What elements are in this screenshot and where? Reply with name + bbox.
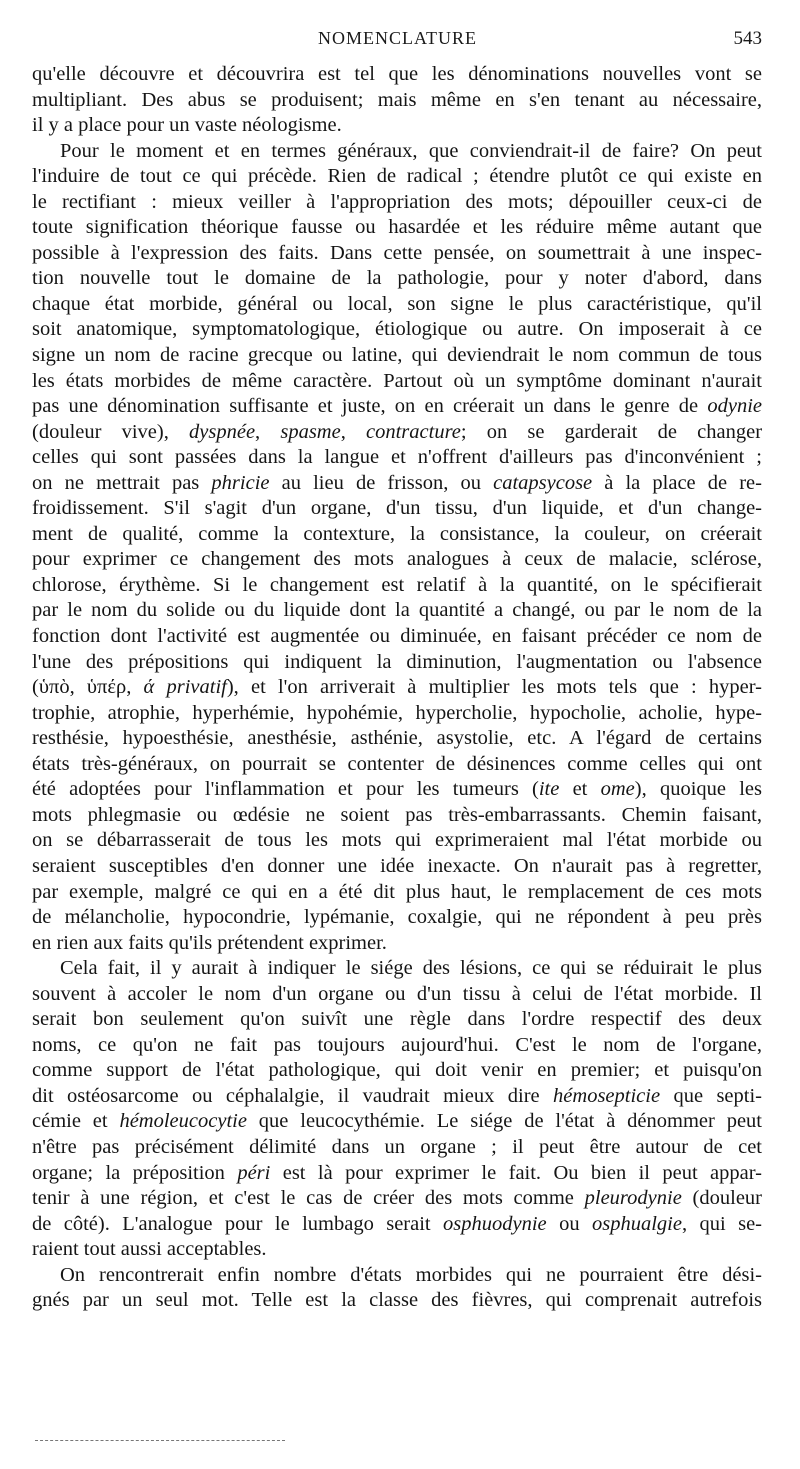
italic-term: ome <box>600 778 635 801</box>
text-line: trophie, atrophie, hyperhémie, hypohémie, hypercholie, hypocholie, acholie, hype- <box>32 701 762 724</box>
text-line: celles qui sont passées dans la langue et n'offrent d'ailleurs pas d'inconvénient ; <box>32 446 762 469</box>
text-line: froidissement. S'il s'agit d'un organe, d'un tissu, d'un liquide, et d'un change- <box>32 497 762 520</box>
italic-term: phricie <box>211 471 270 494</box>
text-line: qu'elle découvre et découvrira est tel que les dénominations nouvelles vont se <box>32 63 762 85</box>
body-text <box>32 62 762 1314</box>
text-line: chaque état morbide, général ou local, son signe le plus caractéristique, qu'il <box>32 292 762 315</box>
text-line: n'être pas précisément délimité dans un organe ; il peut être autour de cet <box>32 1135 762 1158</box>
text-line: Cela fait, il y aurait à indiquer le siége des lésions, ce qui se réduirait le plus <box>60 957 762 980</box>
italic-term: hémosepticie <box>553 1084 661 1107</box>
text-line: cémie et hémoleucocytie que leucocythémie. Le siége de l'état à dénommer peut <box>32 1110 762 1133</box>
page-header <box>0 28 800 58</box>
text-line: seraient susceptibles d'en donner une idée inexacte. On n'aurait pas à regretter, <box>32 854 762 877</box>
text-line: de côté). L'analogue pour le lumbago serait osphuodynie ou osphualgie, qui se- <box>32 1212 762 1235</box>
text-line: souvent à accoler le nom d'un organe ou d'un tissu à celui de l'état morbide. Il <box>32 982 762 1005</box>
text-line: gnés par un seul mot. Telle est la classe des fièvres, qui comprenait autrefois <box>32 1289 762 1312</box>
text-line: toute signification théorique fausse ou hasardée et les réduire même autant que <box>32 216 762 239</box>
text-line: possible à l'expression des faits. Dans cette pensée, on soumettrait à une inspec- <box>32 241 762 264</box>
italic-term: dyspnée <box>189 420 256 443</box>
text-line: pour exprimer ce changement des mots analogues à ceux de malacie, sclérose, <box>32 548 762 571</box>
text-line: organe; la préposition péri est là pour exprimer le fait. Ou bien il peut appar- <box>32 1161 762 1184</box>
italic-term: ά privatif <box>143 676 227 699</box>
text-line: soit anatomique, symptomatologique, étiologique ou autre. On imposerait à ce <box>32 318 762 341</box>
text-line: chlorose, érythème. Si le changement est relatif à la quantité, on le spécifierait <box>32 573 762 596</box>
text-line: on ne mettrait pas phricie au lieu de frisson, ou catapsycose à la place de re- <box>32 471 762 494</box>
italic-term: hémoleucocytie <box>119 1110 247 1133</box>
text-line: comme support de l'état pathologique, qui doit venir en premier; et puisqu'on <box>32 1059 762 1082</box>
text-line: On rencontrerait enfin nombre d'états morbides qui ne pourraient être dési- <box>60 1263 762 1286</box>
text-line: états très-généraux, on pourrait se contenter de désinences comme celles qui ont <box>32 752 762 775</box>
text-line: ment de qualité, comme la contexture, la consistance, la couleur, on créerait <box>32 522 762 545</box>
text-line: en rien aux faits qu'ils prétendent exprimer. <box>32 931 387 954</box>
page-number: 543 <box>733 28 762 49</box>
text-line: les états morbides de même caractère. Partout où un symptôme dominant n'aurait <box>32 369 762 392</box>
italic-term: catapsycose <box>493 471 593 494</box>
text-line: multipliant. Des abus se produisent; mais même en s'en tenant au nécessaire, <box>32 88 762 111</box>
text-line: Pour le moment et en termes généraux, que conviendrait-il de faire? On peut <box>60 139 762 162</box>
text-line: mots phlegmasie ou œdésie ne soient pas très-embarrassants. Chemin faisant, <box>32 803 762 826</box>
text-line: il y a place pour un vaste néologisme. <box>32 114 342 137</box>
footer-dashed-rule <box>35 1440 285 1441</box>
text-line: tion nouvelle tout le domaine de la pathologie, pour y noter d'abord, dans <box>32 267 762 290</box>
text-line: l'une des prépositions qui indiquent la diminution, l'augmentation ou l'absence <box>32 650 762 673</box>
text-line: (ὑπὸ, ὑπέρ, ά privatif), et l'on arriverait à multiplier les mots tels que : hyper- <box>32 676 762 699</box>
italic-term: odynie <box>707 395 762 418</box>
text-line: par le nom du solide ou du liquide dont la quantité a changé, ou par le nom de la <box>32 599 762 622</box>
text-line: noms, ce qu'on ne fait pas toujours aujourd'hui. C'est le nom de l'organe, <box>32 1033 762 1056</box>
text-line: raient tout aussi acceptables. <box>32 1238 267 1261</box>
text-line: tenir à une région, et c'est le cas de créer des mots comme pleurodynie (douleur <box>32 1187 762 1210</box>
text-line: serait bon seulement qu'on suivît une règle dans l'ordre respectif des deux <box>32 1008 762 1031</box>
text-line: par exemple, malgré ce qui en a été dit plus haut, le remplacement de ces mots <box>32 880 762 903</box>
italic-term: osphuodynie <box>443 1212 547 1235</box>
text-line: le rectifiant : mieux veiller à l'appropriation des mots; dépouiller ceux-ci de <box>32 190 762 213</box>
text-line: fonction dont l'activité est augmentée ou diminuée, en faisant précéder ce nom de <box>32 625 762 648</box>
italic-term: spasme <box>280 420 341 443</box>
text-line: de mélancholie, hypocondrie, lypémanie, coxalgie, qui ne répondent à peu près <box>32 906 762 929</box>
italic-term: osphualgie <box>591 1212 682 1235</box>
text-line: été adoptées pour l'inflammation et pour les tumeurs (ite et ome), quoique les <box>32 778 762 801</box>
text-line: signe un nom de racine grecque ou latine, qui deviendrait le nom commun de tous <box>32 344 762 367</box>
text-line: dit ostéosarcome ou céphalalgie, il vaudrait mieux dire hémosepticie que septi- <box>32 1084 763 1107</box>
text-line: on se débarrasserait de tous les mots qui exprimeraient mal l'état morbide ou <box>32 829 762 852</box>
text-line: l'induire de tout ce qui précède. Rien de radical ; étendre plutôt ce qui existe en <box>32 165 762 188</box>
italic-term: ite <box>538 778 560 801</box>
italic-term: péri <box>237 1161 271 1184</box>
text-line: pas une dénomination suffisante et juste, on en créerait un dans le genre de odynie <box>32 395 762 418</box>
italic-term: contracture <box>366 420 461 443</box>
running-title: NOMENCLATURE <box>318 28 477 48</box>
italic-term: pleurodynie <box>584 1187 682 1210</box>
text-line: (douleur vive), dyspnée, spasme, contracture; on se garderait de changer <box>32 420 763 443</box>
text-line: resthésie, hypoesthésie, anesthésie, asthénie, asystolie, etc. A l'égard de certains <box>32 727 762 750</box>
